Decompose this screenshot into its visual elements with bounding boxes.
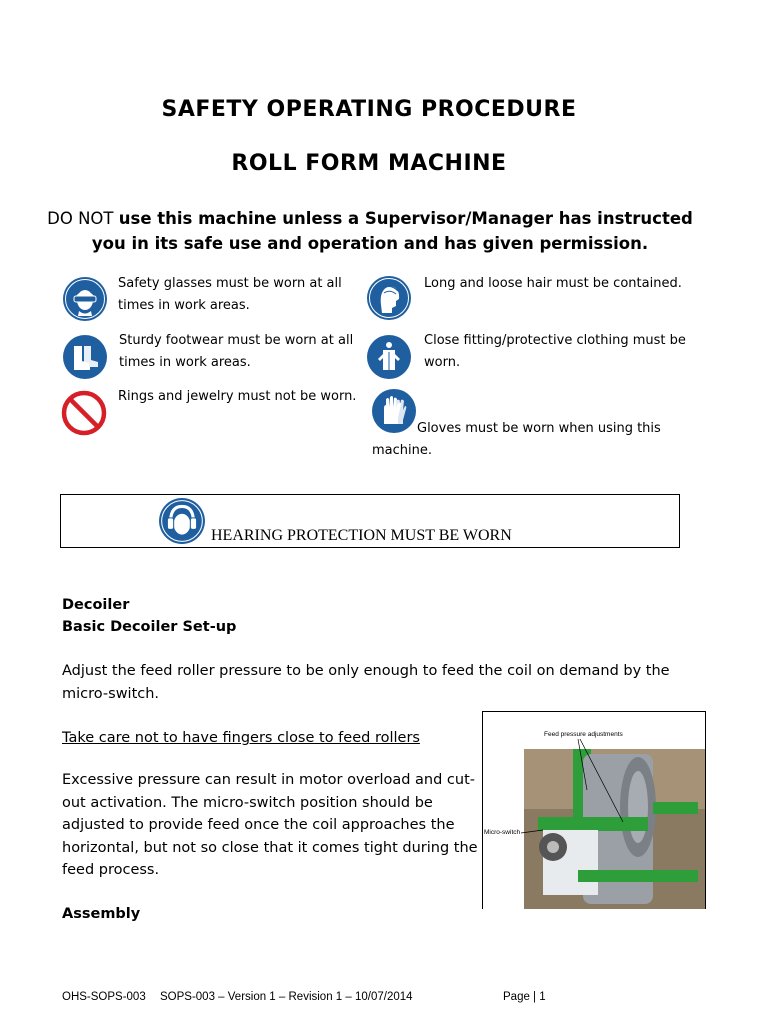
- footwear-rule-line2: times in work areas.: [119, 355, 251, 370]
- footer-doc-id: OHS-SOPS-003: [62, 991, 146, 1003]
- safety-glasses-icon: [62, 276, 108, 322]
- subsection-heading: Basic Decoiler Set-up: [62, 619, 237, 635]
- jewelry-rule: [118, 386, 356, 408]
- hair-net-icon: [366, 275, 412, 321]
- paragraph-line: adjusted to provide feed once the coil approaches the: [62, 817, 455, 833]
- caution-note: Take care not to have fingers close to feed rollers: [62, 730, 420, 746]
- hair-rule-line1: Long and loose hair must be contained.: [424, 276, 682, 291]
- glasses-rule-line2: times in work areas.: [118, 298, 250, 313]
- hearing-protection-text: HEARING PROTECTION MUST BE WORN: [211, 527, 512, 544]
- paragraph-line: Excessive pressure can result in motor overload and cut-: [62, 772, 476, 788]
- pressure-warning-paragraph: [62, 769, 478, 882]
- warning-prefix: DO NOT: [47, 209, 114, 228]
- safety-boots-icon: [62, 334, 108, 380]
- prohibited-icon: [61, 390, 107, 436]
- document-title: SAFETY OPERATING PROCEDURE: [161, 97, 577, 122]
- hair-rule: [424, 273, 682, 295]
- gloves-rule-line1: Gloves must be worn when using this: [417, 421, 661, 436]
- feed-pressure-paragraph: [62, 660, 670, 705]
- clothing-rule-line2: worn.: [424, 355, 461, 370]
- ear-protection-icon: [158, 497, 206, 545]
- paragraph-line: micro-switch.: [62, 685, 160, 702]
- paragraph-line: Adjust the feed roller pressure to be only enough to feed the coil on demand by the: [62, 663, 670, 679]
- protective-apron-icon: [366, 334, 412, 380]
- footer-page-number: Page | 1: [503, 991, 546, 1003]
- gloves-rule-line2: machine.: [372, 443, 432, 458]
- paragraph-line: out activation. The micro-switch position should be: [62, 794, 433, 811]
- decoiler-photo: [483, 712, 705, 909]
- photo-label-micro-switch: Micro-switch: [484, 829, 521, 836]
- document-subtitle: ROLL FORM MACHINE: [231, 151, 507, 176]
- assembly-heading: Assembly: [62, 906, 141, 922]
- clothing-rule: [424, 330, 686, 374]
- section-heading: Decoiler: [62, 597, 130, 613]
- glasses-rule-line1: Safety glasses must be worn at all: [118, 276, 342, 291]
- clothing-rule-line1: Close fitting/protective clothing must be: [424, 333, 686, 348]
- jewelry-rule-line1: Rings and jewelry must not be worn.: [118, 389, 357, 404]
- gloves-rule: [372, 418, 672, 462]
- warning-line2: you in its safe use and operation and has given permission.: [91, 234, 649, 253]
- paragraph-line: feed process.: [62, 862, 160, 878]
- permission-warning: [40, 206, 700, 256]
- footer-version: SOPS-003 – Version 1 – Revision 1 – 10/07/2014: [160, 991, 413, 1003]
- footwear-rule: [119, 330, 353, 374]
- footwear-rule-line1: Sturdy footwear must be worn at all: [119, 333, 354, 348]
- warning-line1: use this machine unless a Supervisor/Manager has instructed: [118, 209, 693, 228]
- photo-label-feed-pressure: Feed pressure adjustments: [544, 731, 623, 738]
- paragraph-line: horizontal, but not so close that it comes tight during the: [62, 839, 478, 856]
- glasses-rule: [118, 273, 342, 317]
